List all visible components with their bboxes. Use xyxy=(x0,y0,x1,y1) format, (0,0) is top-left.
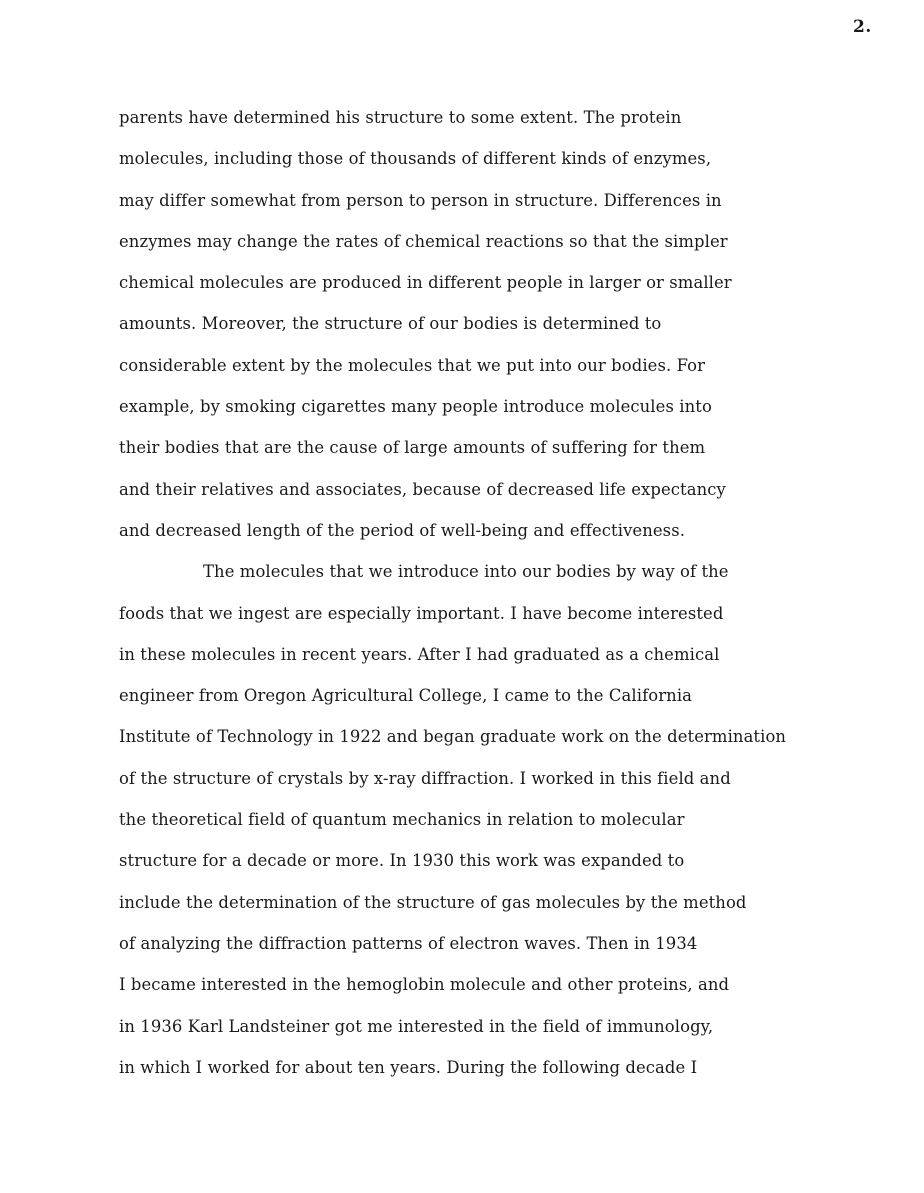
text-line: the theoretical field of quantum mechanics in relation to molecular xyxy=(119,810,685,830)
text-line: amounts. Moreover, the structure of our bodies is determined to xyxy=(119,314,662,334)
text-line: parents have determined his structure to some extent. The protein xyxy=(119,108,682,127)
text-line: include the determination of the structure of gas molecules by the method xyxy=(119,892,747,912)
paragraph-first-line: The molecules that we introduce into our bodies by way of the xyxy=(203,562,729,582)
text-line: of the structure of crystals by x-ray diffraction. I worked in this field and xyxy=(119,768,731,788)
text-line: molecules, including those of thousands of different kinds of enzymes, xyxy=(119,149,712,169)
text-line: of analyzing the diffraction patterns of electron waves. Then in 1934 xyxy=(119,933,698,953)
text-line: foods that we ingest are especially important. I have become interested xyxy=(119,603,724,623)
text-line: example, by smoking cigarettes many people introduce molecules into xyxy=(119,397,712,417)
text-line: may differ somewhat from person to person in structure. Differences in xyxy=(119,190,722,210)
text-line: enzymes may change the rates of chemical reactions so that the simpler xyxy=(119,231,728,251)
text-line: chemical molecules are produced in different people in larger or smaller xyxy=(119,273,732,293)
text-line: in these molecules in recent years. After I had graduated as a chemical xyxy=(119,644,720,664)
text-line: and decreased length of the period of well-being and effectiveness. xyxy=(119,520,686,540)
text-line: Institute of Technology in 1922 and began graduate work on the determination xyxy=(119,727,787,747)
text-line: engineer from Oregon Agricultural College, I came to the California xyxy=(119,686,693,706)
text-line: and their relatives and associates, because of decreased life expectancy xyxy=(119,479,726,499)
text-line: structure for a decade or more. In 1930 this work was expanded to xyxy=(119,851,685,871)
page-number: 2. xyxy=(853,17,872,37)
text-line: in which I worked for about ten years. During the following decade I xyxy=(119,1057,698,1077)
text-line: their bodies that are the cause of large amounts of suffering for them xyxy=(119,438,706,458)
text-line: considerable extent by the molecules that we put into our bodies. For xyxy=(119,355,706,375)
body-text xyxy=(119,105,859,1096)
text-line: in 1936 Karl Landsteiner got me interested in the field of immunology, xyxy=(119,1016,714,1036)
text-line: I became interested in the hemoglobin molecule and other proteins, and xyxy=(119,975,730,995)
